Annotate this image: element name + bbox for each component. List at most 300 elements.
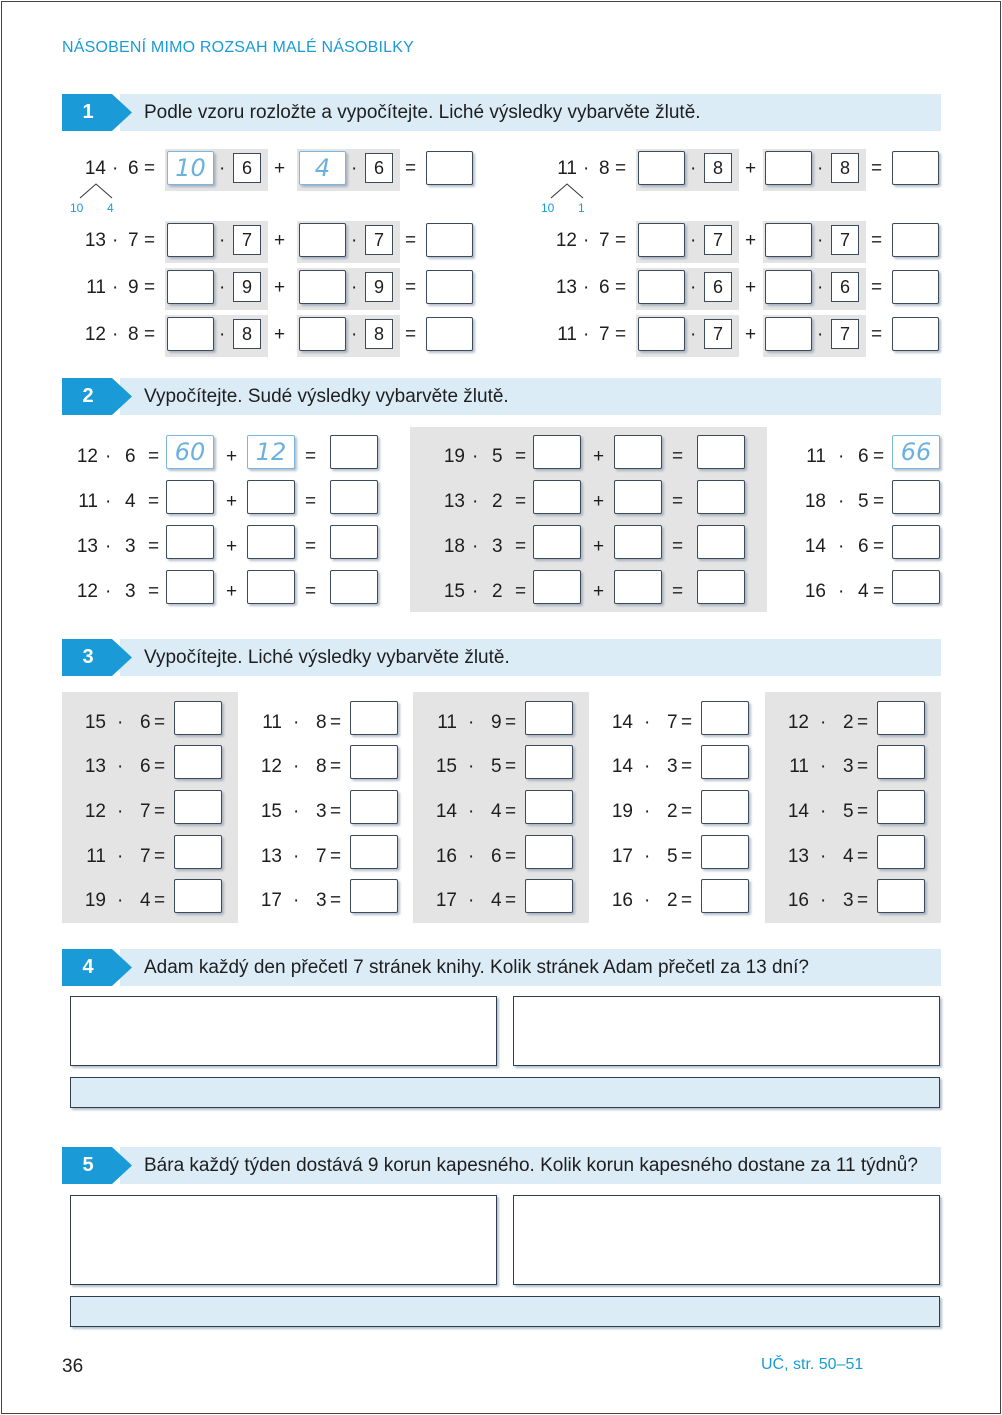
factor-a: 15 [435,756,457,777]
partial-product-input[interactable] [533,435,581,469]
result-input[interactable] [892,525,940,559]
multiply-sign: · [817,158,824,179]
multiply-sign: · [838,536,845,557]
factor-a: 12 [76,581,98,602]
factor-a: 15 [443,581,465,602]
multiply-sign: · [112,158,119,179]
plus-sign: + [226,491,238,512]
factor-a: 11 [806,446,826,467]
multiply-sign: · [644,846,651,867]
result-input[interactable] [877,701,925,735]
task-instruction: Vypočítejte. Liché výsledky vybarvěte žlutě. [144,647,510,668]
equals-sign: = [405,230,417,251]
decomposition-input[interactable] [765,270,812,304]
multiply-sign: · [468,712,475,733]
multiply-sign: · [219,158,226,179]
task-5-answer-field[interactable] [70,1296,940,1327]
task-number-badge [62,949,132,986]
factor-a: 14 [611,712,633,733]
plus-sign: + [226,446,238,467]
task-2-header [62,378,941,415]
equals-sign: = [148,446,160,467]
factor-a: 17 [611,846,633,867]
multiplier-box: 8 [233,319,261,349]
result-input[interactable] [350,835,398,869]
multiply-sign: · [468,756,475,777]
partial-product-input[interactable] [614,525,662,559]
equals-sign: = [871,230,883,251]
multiplier-box: 8 [831,153,859,183]
result-input[interactable] [330,435,378,469]
factor-a: 19 [611,801,633,822]
factor-b: 4 [491,890,502,911]
equals-sign: = [615,324,627,345]
result-input[interactable] [701,701,749,735]
result-input[interactable] [174,701,222,735]
equals-sign: = [873,536,885,557]
equals-sign: = [681,801,693,822]
partial-product-input[interactable] [247,480,295,514]
result-input[interactable] [525,835,573,869]
equals-sign: = [857,846,869,867]
factor-a: 12 [84,324,106,345]
result-input[interactable] [174,879,222,913]
task-number-badge [62,94,132,131]
partial-product-input[interactable]: 12 [247,435,295,469]
multiply-sign: · [293,712,300,733]
multiply-sign: · [351,158,358,179]
multiply-sign: · [690,324,697,345]
task-number-badge [62,639,132,676]
factor-b: 6 [858,446,869,467]
equals-sign: = [144,277,156,298]
plus-sign: + [226,581,238,602]
decomposition-input[interactable] [638,270,685,304]
factor-a: 14 [435,801,457,822]
task-instruction: Bára každý týden dostává 9 korun kapesného. Kolik korun kapesného dostane za 11 týdnů? [144,1155,918,1176]
factor-a: 16 [611,890,633,911]
result-input[interactable]: 66 [892,435,940,469]
partial-product-input[interactable] [533,480,581,514]
result-input[interactable] [174,790,222,824]
multiply-sign: · [817,324,824,345]
factor-b: 7 [599,324,610,345]
partial-product-input[interactable] [166,525,214,559]
equals-sign: = [305,491,317,512]
multiply-sign: · [472,536,479,557]
multiply-sign: · [117,890,124,911]
result-input[interactable] [426,317,473,351]
factor-b: 6 [599,277,610,298]
multiply-sign: · [820,846,827,867]
factor-a: 11 [86,277,106,298]
task-5-work-area-left[interactable] [70,1195,497,1285]
multiply-sign: · [817,277,824,298]
result-input[interactable] [426,270,473,304]
result-input[interactable] [330,480,378,514]
factor-b: 8 [316,756,327,777]
factor-b: 7 [140,801,151,822]
decomposition-input[interactable] [638,151,685,185]
result-input[interactable] [426,151,473,185]
factor-b: 3 [492,536,503,557]
result-input[interactable] [697,480,745,514]
equals-sign: = [505,890,517,911]
multiply-sign: · [644,801,651,822]
equals-sign: = [148,491,160,512]
factor-b: 5 [843,801,854,822]
partial-product-input[interactable] [533,525,581,559]
factor-b: 4 [491,801,502,822]
result-input[interactable] [697,525,745,559]
result-input[interactable] [525,745,573,779]
multiply-sign: · [838,446,845,467]
factor-b: 4 [125,491,136,512]
plus-sign: + [593,536,605,557]
task-4-header [62,949,941,986]
decomposition-input[interactable] [167,270,214,304]
multiply-sign: · [472,446,479,467]
factor-b: 7 [128,230,139,251]
equals-sign: = [144,158,156,179]
multiply-sign: · [583,324,590,345]
factor-a: 14 [804,536,826,557]
task-5-header [62,1147,941,1184]
equals-sign: = [672,536,684,557]
factor-a: 18 [443,536,465,557]
factor-a: 19 [443,446,465,467]
factor-a: 16 [787,890,809,911]
factor-a: 13 [84,230,106,251]
factor-a: 11 [262,712,282,733]
factor-b: 9 [128,277,139,298]
factor-a: 11 [789,756,809,777]
result-input[interactable] [701,745,749,779]
partial-product-input[interactable] [247,570,295,604]
decomposition-input[interactable] [765,317,812,351]
multiply-sign: · [105,581,112,602]
result-input[interactable] [877,879,925,913]
result-input[interactable] [330,525,378,559]
result-input[interactable] [350,790,398,824]
partial-product-input[interactable] [614,570,662,604]
decomposition-input[interactable] [765,151,812,185]
plus-sign: + [593,446,605,467]
equals-sign: = [305,446,317,467]
factor-a: 13 [555,277,577,298]
factor-a: 13 [787,846,809,867]
multiply-sign: · [472,491,479,512]
task-4-work-area-right[interactable] [513,996,940,1066]
partial-product-input[interactable] [614,480,662,514]
equals-sign: = [515,536,527,557]
factor-b: 8 [316,712,327,733]
multiply-sign: · [583,230,590,251]
multiply-sign: · [820,890,827,911]
multiply-sign: · [105,536,112,557]
result-input[interactable] [350,745,398,779]
factor-a: 17 [260,890,282,911]
result-input[interactable] [525,701,573,735]
equals-sign: = [505,846,517,867]
factor-a: 15 [84,712,106,733]
multiply-sign: · [690,277,697,298]
decomposition-input[interactable] [638,317,685,351]
factor-b: 3 [316,801,327,822]
partial-product-input[interactable] [614,435,662,469]
plus-sign: + [745,324,757,345]
equals-sign: = [515,491,527,512]
split-arrow-icon [78,181,118,201]
factor-a: 14 [787,801,809,822]
split-part: 10 [70,201,84,215]
equals-sign: = [330,756,342,777]
plus-sign: + [274,324,286,345]
equals-sign: = [154,712,166,733]
decomposition-input[interactable] [638,223,685,257]
factor-a: 15 [260,801,282,822]
multiply-sign: · [820,756,827,777]
factor-b: 6 [125,446,136,467]
factor-b: 9 [491,712,502,733]
task-4-work-area-left[interactable] [70,996,497,1066]
multiply-sign: · [112,230,119,251]
equals-sign: = [330,846,342,867]
factor-a: 18 [804,491,826,512]
result-input[interactable] [330,570,378,604]
result-input[interactable] [892,223,939,257]
multiply-sign: · [644,756,651,777]
equals-sign: = [305,581,317,602]
multiply-sign: · [817,230,824,251]
factor-b: 4 [140,890,151,911]
partial-product-input[interactable] [533,570,581,604]
task-number: 1 [82,101,94,123]
factor-a: 12 [555,230,577,251]
multiplier-box: 6 [831,272,859,302]
partial-product-input[interactable] [166,570,214,604]
equals-sign: = [857,890,869,911]
result-input[interactable] [350,701,398,735]
multiplier-box: 6 [233,153,261,183]
task-5-work-area-right[interactable] [513,1195,940,1285]
equals-sign: = [330,890,342,911]
factor-a: 13 [76,536,98,557]
factor-b: 3 [667,756,678,777]
decomposition-input[interactable] [299,223,346,257]
factor-a: 13 [443,491,465,512]
plus-sign: + [593,491,605,512]
equals-sign: = [505,712,517,733]
equals-sign: = [154,846,166,867]
result-input[interactable] [892,480,940,514]
multiply-sign: · [351,230,358,251]
factor-a: 13 [260,846,282,867]
factor-b: 2 [843,712,854,733]
equals-sign: = [857,756,869,777]
result-input[interactable] [174,745,222,779]
task-3-header [62,639,941,676]
task-number: 3 [82,646,94,668]
equals-sign: = [615,230,627,251]
decomposition-input[interactable] [299,270,346,304]
equals-sign: = [305,536,317,557]
result-input[interactable] [525,790,573,824]
factor-b: 3 [125,536,136,557]
decomposition-input[interactable] [765,223,812,257]
multiply-sign: · [644,712,651,733]
multiply-sign: · [820,712,827,733]
factor-b: 3 [843,890,854,911]
factor-b: 8 [128,324,139,345]
equals-sign: = [405,158,417,179]
split-arrow-icon [549,181,589,201]
result-input[interactable] [892,270,939,304]
plus-sign: + [745,277,757,298]
equals-sign: = [148,581,160,602]
multiplier-box: 8 [365,319,393,349]
equals-sign: = [505,756,517,777]
factor-b: 7 [599,230,610,251]
factor-b: 2 [667,801,678,822]
decomposition-input[interactable]: 10 [167,151,214,185]
multiply-sign: · [219,277,226,298]
factor-a: 16 [804,581,826,602]
decomposition-input[interactable] [299,317,346,351]
task-instruction: Vypočítejte. Sudé výsledky vybarvěte žlutě. [144,386,509,407]
decomposition-input[interactable] [167,223,214,257]
factor-a: 12 [84,801,106,822]
split-part: 4 [107,201,114,215]
result-input[interactable] [892,570,940,604]
factor-a: 13 [84,756,106,777]
page-number: 36 [62,1356,84,1377]
factor-b: 5 [667,846,678,867]
factor-a: 11 [78,491,98,512]
factor-a: 14 [611,756,633,777]
result-input[interactable] [701,879,749,913]
factor-b: 2 [492,581,503,602]
result-input[interactable] [174,835,222,869]
multiply-sign: · [690,158,697,179]
result-input[interactable] [426,223,473,257]
page-title: NÁSOBENÍ MIMO ROZSAH MALÉ NÁSOBILKY [62,39,414,56]
equals-sign: = [871,277,883,298]
factor-b: 5 [858,491,869,512]
task-4-answer-field[interactable] [70,1077,940,1108]
multiply-sign: · [112,277,119,298]
factor-a: 12 [76,446,98,467]
equals-sign: = [405,324,417,345]
decomposition-input[interactable] [167,317,214,351]
equals-sign: = [154,756,166,777]
multiply-sign: · [690,230,697,251]
plus-sign: + [226,536,238,557]
factor-a: 11 [437,712,457,733]
task-number: 2 [82,385,94,407]
equals-sign: = [873,491,885,512]
decomposition-input[interactable]: 4 [299,151,346,185]
factor-a: 12 [260,756,282,777]
equals-sign: = [681,890,693,911]
equals-sign: = [154,801,166,822]
result-input[interactable] [701,835,749,869]
multiplier-box: 6 [365,153,393,183]
result-input[interactable] [892,317,939,351]
factor-b: 5 [492,446,503,467]
factor-a: 16 [435,846,457,867]
multiply-sign: · [219,324,226,345]
factor-b: 2 [667,890,678,911]
multiply-sign: · [838,581,845,602]
equals-sign: = [615,277,627,298]
split-part: 1 [578,201,585,215]
multiply-sign: · [838,491,845,512]
equals-sign: = [615,158,627,179]
factor-a: 11 [86,846,106,867]
result-input[interactable] [892,151,939,185]
partial-product-input[interactable]: 60 [166,435,214,469]
task-number-badge [62,1147,132,1184]
partial-product-input[interactable] [247,525,295,559]
result-input[interactable] [525,879,573,913]
result-input[interactable] [697,435,745,469]
equals-sign: = [873,446,885,467]
equals-sign: = [330,712,342,733]
result-input[interactable] [697,570,745,604]
multiply-sign: · [468,846,475,867]
task-instruction: Adam každý den přečetl 7 stránek knihy. Kolik stránek Adam přečetl za 13 dní? [144,957,809,978]
result-input[interactable] [350,879,398,913]
equals-sign: = [857,801,869,822]
equals-sign: = [857,712,869,733]
multiply-sign: · [583,158,590,179]
multiply-sign: · [117,712,124,733]
factor-b: 5 [491,756,502,777]
factor-b: 2 [492,491,503,512]
multiply-sign: · [351,324,358,345]
factor-a: 19 [84,890,106,911]
multiplier-box: 9 [233,272,261,302]
factor-b: 6 [128,158,139,179]
factor-b: 3 [316,890,327,911]
equals-sign: = [672,491,684,512]
equals-sign: = [681,846,693,867]
multiplier-box: 6 [704,272,732,302]
result-input[interactable] [877,835,925,869]
factor-b: 3 [125,581,136,602]
equals-sign: = [515,581,527,602]
multiplier-box: 8 [704,153,732,183]
multiplier-box: 7 [704,319,732,349]
factor-a: 12 [787,712,809,733]
multiply-sign: · [583,277,590,298]
plus-sign: + [274,158,286,179]
multiply-sign: · [644,890,651,911]
multiplier-box: 9 [365,272,393,302]
result-input[interactable] [877,745,925,779]
equals-sign: = [144,324,156,345]
equals-sign: = [148,536,160,557]
multiply-sign: · [468,801,475,822]
partial-product-input[interactable] [166,480,214,514]
result-input[interactable] [877,790,925,824]
result-input[interactable] [701,790,749,824]
plus-sign: + [274,230,286,251]
equals-sign: = [873,581,885,602]
factor-a: 14 [84,158,106,179]
factor-b: 7 [316,846,327,867]
